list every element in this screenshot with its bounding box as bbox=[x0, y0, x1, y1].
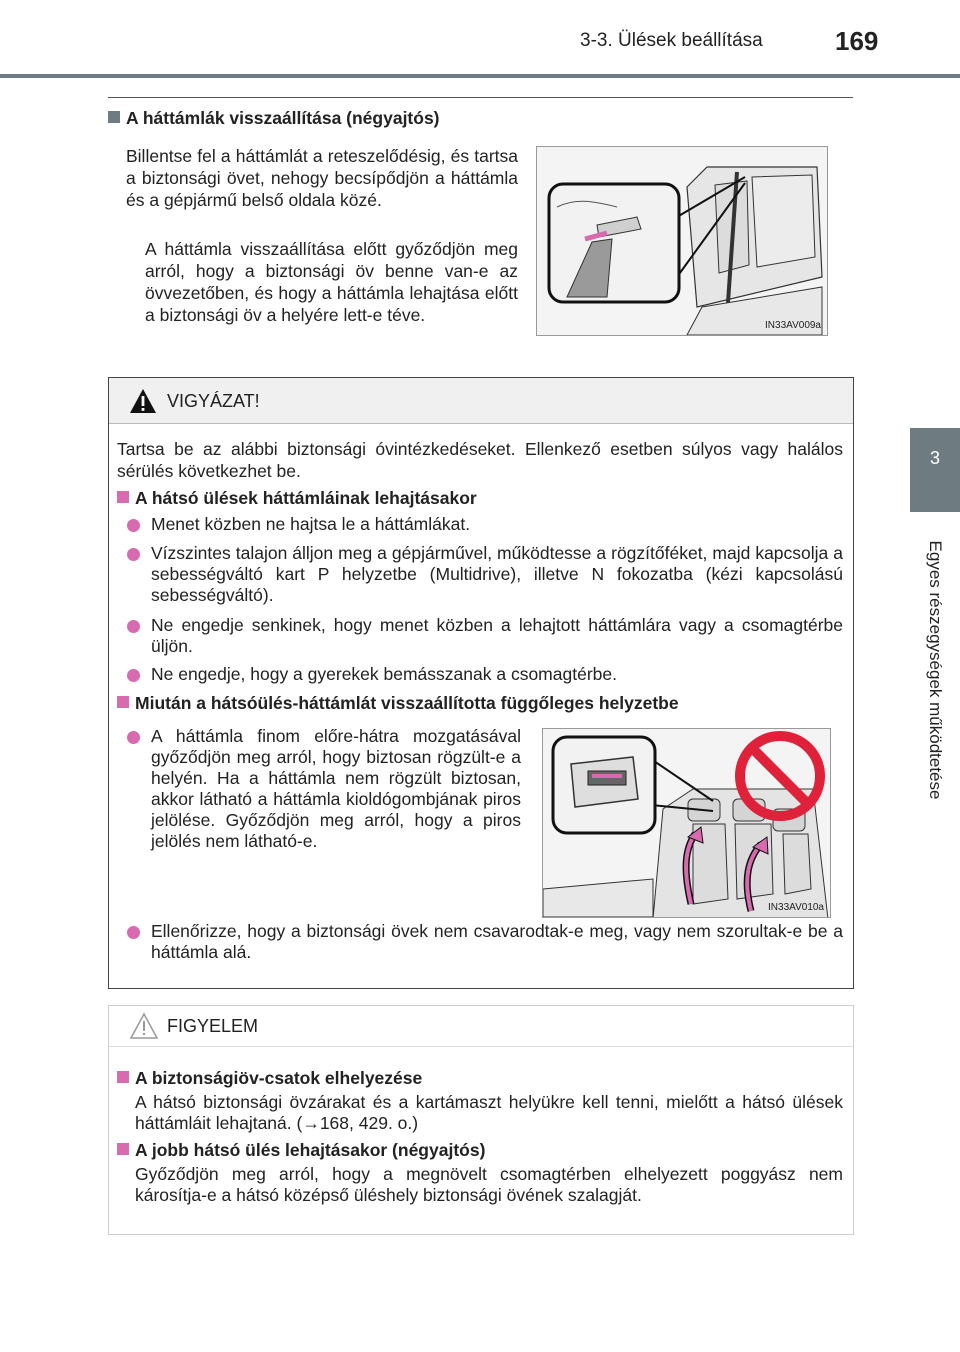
chapter-title: Egyes részegységek működtetése bbox=[926, 540, 945, 800]
square-bullet-icon bbox=[108, 111, 120, 123]
list-item: Ne engedje senkinek, hogy menet közben a lehajtott háttámlára vagy a csomagtérbe üljön. bbox=[127, 615, 843, 657]
caution-header bbox=[109, 378, 853, 424]
bullet-icon bbox=[127, 731, 140, 744]
seatbelt-illustration bbox=[537, 147, 827, 335]
square-bullet-icon bbox=[117, 1143, 129, 1155]
section-note: A háttámla visszaállítása előtt győződjön meg arról, hogy a biztonsági öv benne van-e az övvezetőben, és hogy a háttámla lehajtása előtt a biztonsági öv a helyére lett-e téve. bbox=[145, 239, 518, 325]
backrest-illustration bbox=[543, 729, 830, 917]
bullet-icon bbox=[127, 669, 140, 682]
notice-header bbox=[109, 1006, 853, 1047]
list-item: Ellenőrizze, hogy a biztonsági övek nem csavarodtak-e meg, vagy nem szorultak-e be a háttámla alá. bbox=[127, 921, 843, 963]
warning-triangle-icon bbox=[129, 388, 157, 414]
bullet-icon bbox=[127, 519, 140, 532]
bullet-icon bbox=[127, 548, 140, 561]
seatbelt-figure bbox=[536, 146, 828, 336]
caution-subheading-1: A hátsó ülések háttámláinak lehajtásakor bbox=[117, 488, 477, 509]
caution-title: VIGYÁZAT! bbox=[167, 391, 260, 411]
section-heading: A háttámlák visszaállítása (négyajtós) bbox=[108, 108, 440, 129]
figure-code: IN33AV009a bbox=[765, 320, 821, 331]
page-number: 169 bbox=[835, 26, 879, 56]
notice-triangle-icon bbox=[129, 1012, 159, 1040]
square-bullet-icon bbox=[117, 696, 129, 708]
figure-code: IN33AV010a bbox=[768, 902, 824, 913]
list-item: Vízszintes talajon álljon meg a gépjárművel, működtesse a rögzítőféket, majd kapcsolja a sebességváltó kart P helyzetbe (Multidrive), illetve N fokozatba (kézi kapcsolású sebességváltó). bbox=[127, 543, 843, 606]
list-item: Menet közben ne hajtsa le a háttámlákat. bbox=[127, 514, 843, 535]
bullet-icon bbox=[127, 620, 140, 633]
section-title: 3-3. Ülések beállítása bbox=[580, 30, 763, 51]
notice-body-2: Győződjön meg arról, hogy a megnövelt csomagtérben elhelyezett poggyász nem károsítja-e a hátsó középső üléshely biztonsági övének szalagját. bbox=[135, 1164, 843, 1205]
list-item: Ne engedje, hogy a gyerekek bemásszanak a csomagtérbe. bbox=[127, 664, 843, 685]
square-bullet-icon bbox=[117, 1071, 129, 1083]
section-body: Billentse fel a háttámlát a reteszelődésig, és tartsa a biztonsági övet, nehogy becsípődjön a háttámla és a gépjármű belső oldala közé. bbox=[126, 146, 518, 210]
backrest-figure bbox=[542, 728, 831, 918]
notice-body-1: A hátsó biztonsági övzárakat és a kartámaszt helyükre kell tenni, mielőtt a hátsó ülések háttámláit lehajtaná. (→168, 429. o.) bbox=[135, 1092, 843, 1133]
divider bbox=[108, 97, 853, 98]
square-bullet-icon bbox=[117, 491, 129, 503]
chapter-tab bbox=[910, 428, 960, 512]
notice-subheading-2: A jobb hátsó ülés lehajtásakor (négyajtós) bbox=[117, 1140, 485, 1161]
bullet-icon bbox=[127, 926, 140, 939]
caution-box bbox=[108, 377, 854, 989]
header-rule bbox=[0, 74, 960, 78]
list-item: A háttámla finom előre-hátra mozgatásával győződjön meg arról, hogy biztosan rögzült-e a helyén. Ha a háttámla nem rögzült biztosan, akkor látható a háttámla kioldógombjának piros jelölése. Győződjön meg arról, hogy a piros jelölés nem látható-e. bbox=[127, 726, 521, 852]
notice-subheading-1: A biztonságiöv-csatok elhelyezése bbox=[117, 1068, 422, 1089]
chapter-number: 3 bbox=[929, 448, 940, 468]
caution-intro: Tartsa be az alábbi biztonsági óvintézkedéseket. Ellenkező esetben súlyos vagy halálos sérülés következhet be. bbox=[117, 439, 843, 481]
notice-title: FIGYELEM bbox=[167, 1016, 259, 1036]
notice-box bbox=[108, 1005, 854, 1235]
caution-subheading-2: Miután a hátsóülés-háttámlát visszaállította függőleges helyzetbe bbox=[117, 693, 679, 714]
